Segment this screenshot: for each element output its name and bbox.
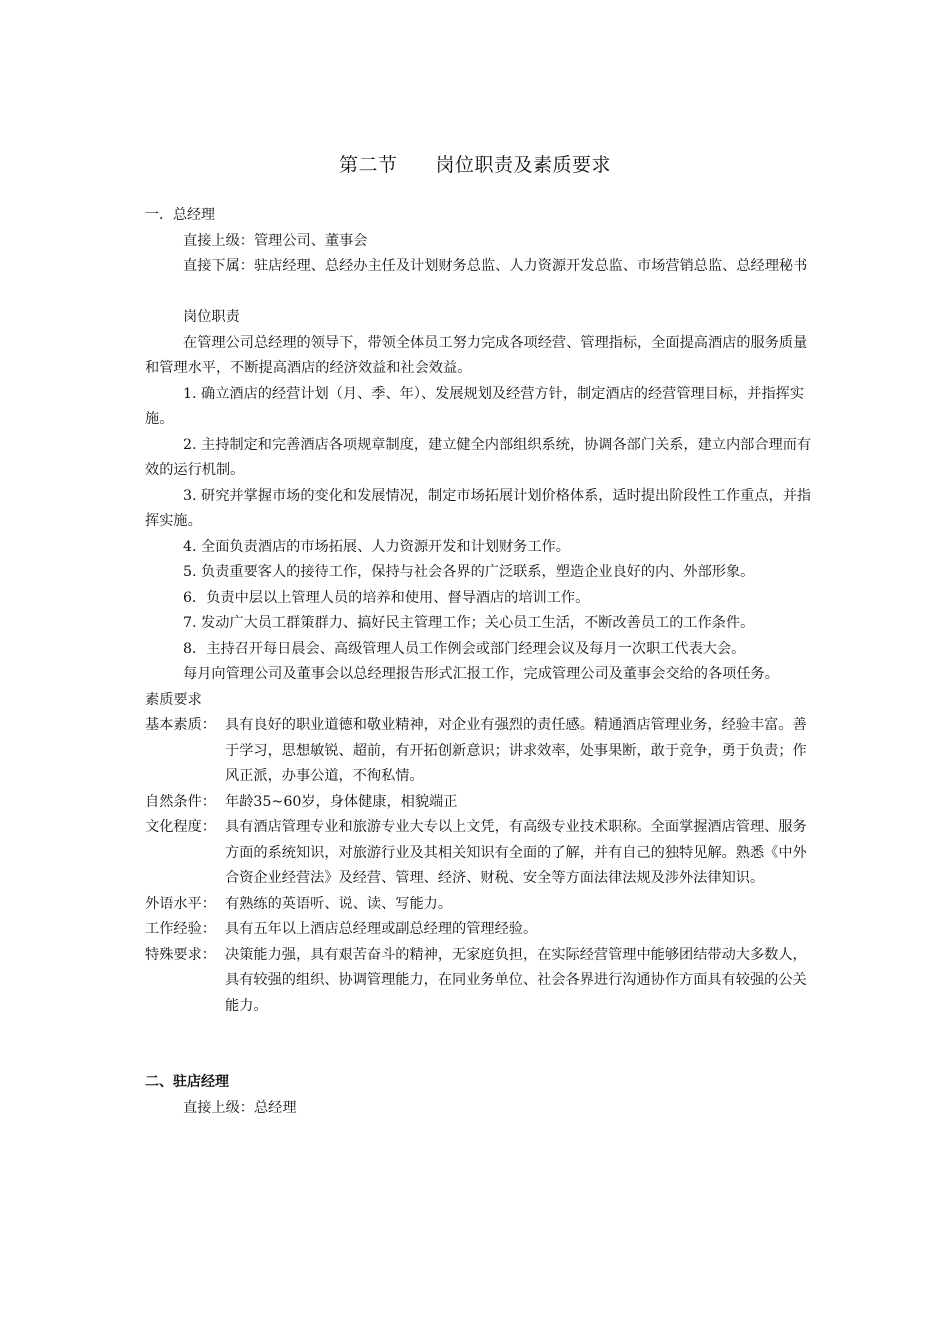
quality-heading: 素质要求: [145, 691, 202, 708]
duty-item-2: 2. 主持制定和完善酒店各项规章制度，建立健全内部组织系统，协调各部门关系，建立内部合理而有效的运行机制。: [145, 436, 812, 478]
requirement-special: [145, 943, 815, 1020]
duty-item-6: 6．负责中层以上管理人员的培养和使用、督导酒店的培训工作。: [183, 589, 590, 606]
gm-heading: 一．总经理: [145, 207, 215, 223]
requirement-label: 特殊要求：: [145, 946, 216, 963]
requirement-text: 具有酒店管理专业和旅游专业大专以上文凭，有高级专业技术职称。全面掌握酒店管理、服务方面的系统知识，对旅游行业及其相关知识有全面的了解，并有自己的独特见解。熟悉《中外合资企业经营法》及经营、管理、经济、财税、安全等方面法律法规及涉外法律知识。: [225, 819, 807, 886]
resident-manager-superior: 直接上级：总经理: [183, 1099, 297, 1116]
section-title: [0, 150, 950, 177]
requirement-basic: [145, 713, 815, 790]
requirement-label: 基本素质：: [145, 717, 216, 733]
requirement-text: 具有五年以上酒店总经理或副总经理的管理经验。: [225, 921, 538, 937]
duty-item-4: 4. 全面负责酒店的市场拓展、人力资源开发和计划财务工作。: [183, 538, 570, 555]
requirement-label: 外语水平：: [145, 895, 216, 912]
requirement-label: 文化程度：: [145, 819, 216, 835]
duty-item-monthly: 每月向管理公司及董事会以总经理报告形式汇报工作，完成管理公司及董事会交给的各项任务。: [183, 666, 779, 682]
requirement-text: 年龄35~60岁，身体健康，相貌端正: [225, 793, 458, 810]
duty-item-8: 8．主持召开每日晨会、高级管理人员工作例会或部门经理会议及每月一次职工代表大会。: [183, 640, 746, 657]
requirement-experience: [145, 917, 815, 943]
requirement-natural: [145, 790, 815, 816]
requirement-text: 具有良好的职业道德和敬业精神，对企业有强烈的责任感。精通酒店管理业务，经验丰富。善于学习，思想敏锐、超前，有开拓创新意识；讲求效率，处事果断，敢于竞争，勇于负责；作风正派，办事公道，不徇私情。: [225, 717, 807, 784]
requirement-text: 决策能力强，具有艰苦奋斗的精神，无家庭负担，在实际经营管理中能够团结带动大多数人，具有较强的组织、协调管理能力，在同业务单位、社会各界进行沟通协作方面具有较强的公关能力。: [225, 946, 807, 1014]
requirement-label: 工作经验：: [145, 921, 216, 937]
requirement-label: 自然条件：: [145, 793, 216, 810]
resident-manager-heading: 二、驻店经理: [145, 1074, 229, 1090]
section-name: 岗位职责及素质要求: [435, 154, 612, 176]
duty-item-3: 3. 研究并掌握市场的变化和发展情况，制定市场拓展计划价格体系，适时提出阶段性工作重点，并指挥实施。: [145, 487, 812, 529]
duty-intro: 在管理公司总经理的领导下，带领全体员工努力完成各项经营、管理指标，全面提高酒店的服务质量和管理水平，不断提高酒店的经济效益和社会效益。: [145, 334, 808, 376]
requirement-education: [145, 815, 815, 892]
requirement-language: [145, 892, 815, 918]
duty-item-7: 7. 发动广大员工群策群力、搞好民主管理工作；关心员工生活，不断改善员工的工作条件。: [183, 615, 755, 631]
duty-heading: 岗位职责: [183, 309, 240, 325]
duty-item-1: 1. 确立酒店的经营计划（月、季、年）、发展规划及经营方针，制定酒店的经营管理目标，并指挥实施。: [145, 385, 805, 427]
requirement-text: 有熟练的英语听、说、读、写能力。: [225, 895, 453, 912]
gm-subordinates: 直接下属：驻店经理、总经办主任及计划财务总监、人力资源开发总监、市场营销总监、总经理秘书: [183, 258, 808, 274]
document-body: [145, 203, 815, 1121]
gm-superior: 直接上级：管理公司、董事会: [183, 232, 368, 249]
duty-item-5: 5. 负责重要客人的接待工作，保持与社会各界的广泛联系，塑造企业良好的内、外部形象。: [183, 564, 755, 580]
section-number: 第二节: [338, 154, 398, 176]
